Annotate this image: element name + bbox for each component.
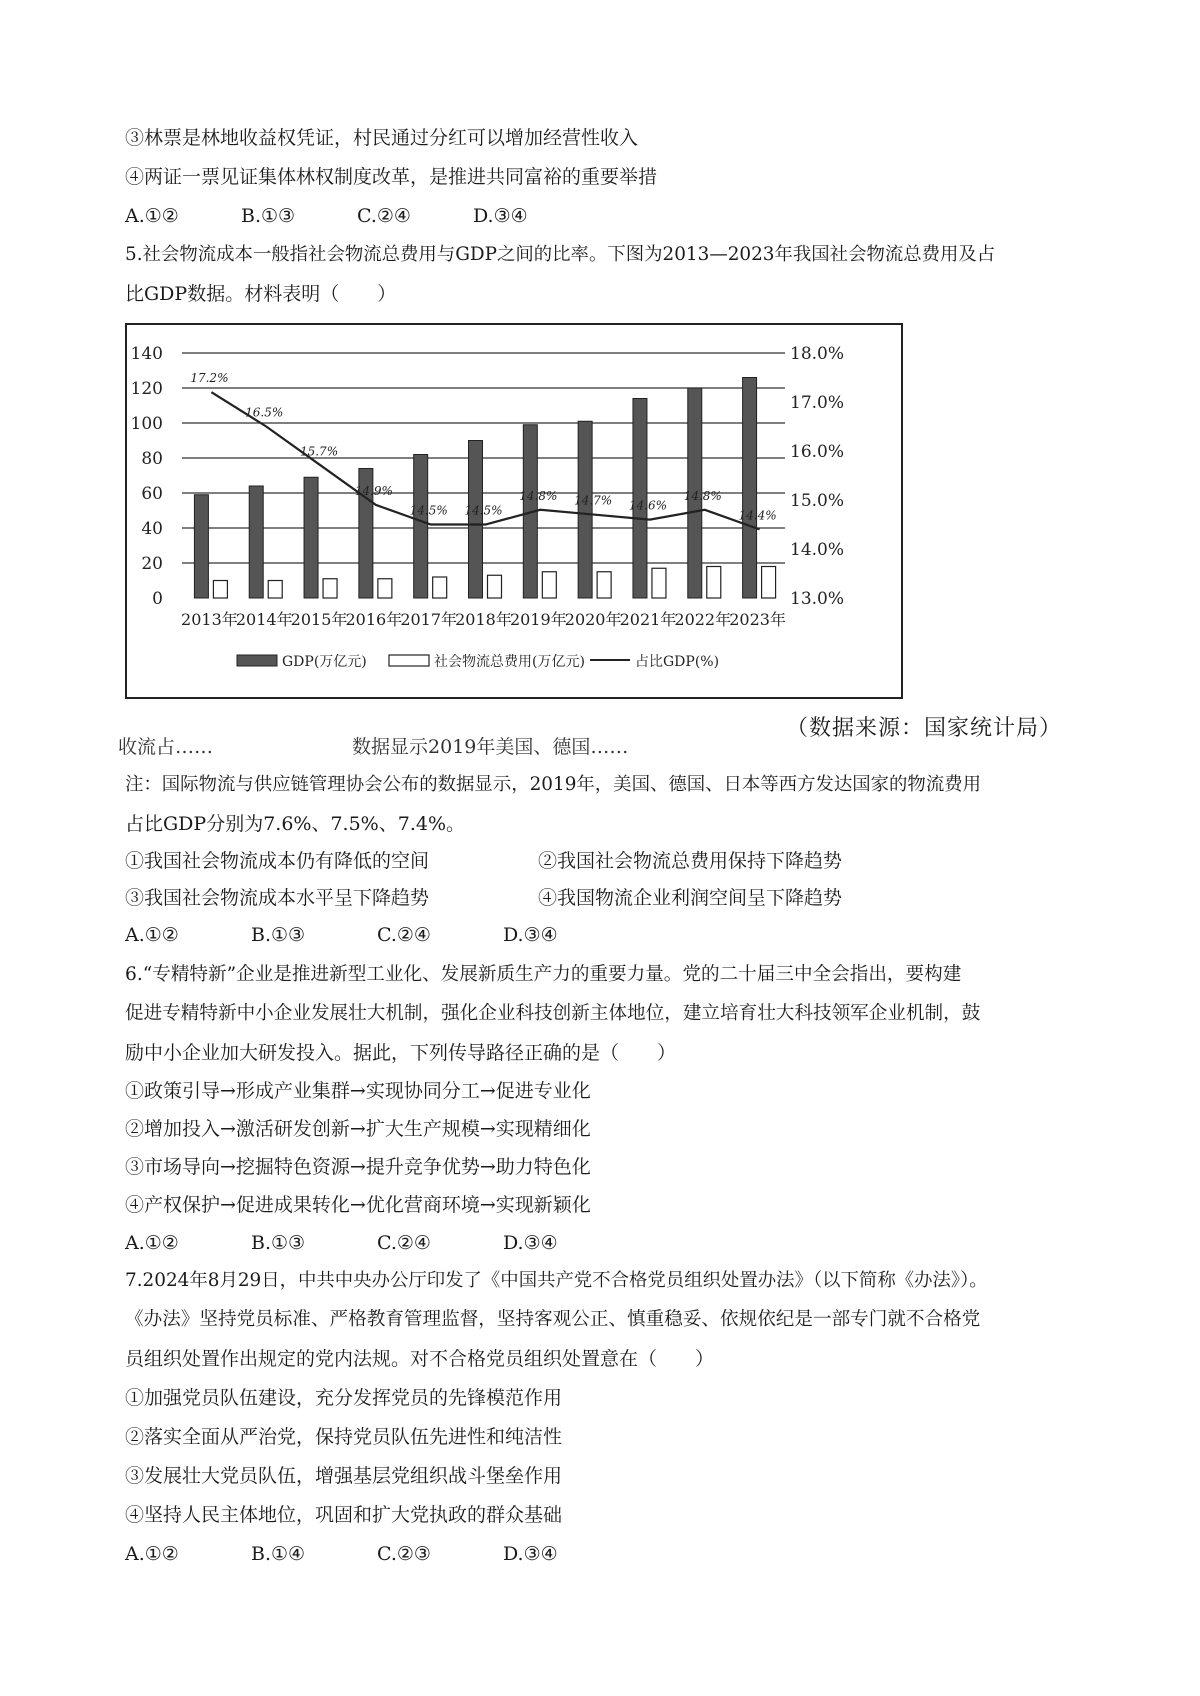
option-a: A.①② <box>125 1232 179 1254</box>
y-left-tick-label: 60 <box>141 484 163 504</box>
logistics-cost-bar <box>652 568 666 598</box>
q7-stem-line-3: 员组织处置作出规定的党内法规。对不合格党员组织处置意在（ ） <box>125 1348 715 1370</box>
y-right-tick-label: 15.0% <box>790 491 845 511</box>
option-c: C.②④ <box>377 1232 431 1254</box>
x-tick-label: 2017年 <box>400 610 458 629</box>
option-b: B.①③ <box>251 1232 306 1254</box>
x-tick-label: 2021年 <box>619 610 677 629</box>
option-c: C.②④ <box>357 205 411 227</box>
ratio-data-label: 14.7% <box>574 493 613 508</box>
option-d: D.③④ <box>503 924 558 946</box>
q5-stem-line-1: 5.社会物流成本一般指社会物流总费用与GDP之间的比率。下图为2013—2023年我国社会物流总费用及占 <box>125 244 996 265</box>
x-tick-label: 2022年 <box>674 610 732 629</box>
q5-note-line-1: 注：国际物流与供应链管理协会公布的数据显示，2019年，美国、德国、日本等西方发达国家的物流费用 <box>125 774 981 795</box>
x-tick-label: 2019年 <box>509 610 567 629</box>
legend-gdp-label: GDP(万亿元) <box>282 654 367 670</box>
q6-item-3: ③市场导向→挖掘特色资源→提升竞争优势→助力特色化 <box>125 1156 591 1178</box>
y-left-tick-label: 80 <box>141 449 163 469</box>
option-b: B.①③ <box>241 205 296 227</box>
x-tick-label: 2018年 <box>455 610 512 629</box>
y-left-tick-label: 20 <box>141 554 163 574</box>
legend-cost-swatch <box>389 655 429 666</box>
cut-off-text-content: 收流占…… 数据显示2019年美国、德国…… <box>118 736 629 758</box>
option-d: D.③④ <box>503 1543 558 1565</box>
gdp-bar <box>743 378 757 599</box>
option-c: C.②④ <box>377 924 431 946</box>
q6-item-4: ④产权保护→促进成果转化→优化营商环境→实现新颖化 <box>125 1194 591 1216</box>
logistics-cost-bar <box>268 581 282 599</box>
ratio-data-label: 15.7% <box>299 444 339 459</box>
x-tick-label: 2020年 <box>564 610 622 629</box>
gdp-bar <box>304 477 318 598</box>
legend-cost-label: 社会物流总费用(万亿元) <box>434 654 585 670</box>
q6-stem-line-1: 6.“专精特新”企业是推进新型工业化、发展新质生产力的重要力量。党的二十届三中全会指出，要构建 <box>125 964 962 985</box>
logistics-cost-bar <box>762 567 776 599</box>
y-right-tick-label: 16.0% <box>790 442 845 462</box>
option-a: A.①② <box>125 205 179 227</box>
gdp-bar <box>194 495 208 598</box>
logistics-cost-bar <box>433 577 447 598</box>
x-tick-label: 2016年 <box>345 610 403 629</box>
q6-item-2: ②增加投入→激活研发创新→扩大生产规模→实现精细化 <box>125 1118 591 1140</box>
logistics-cost-bar <box>488 575 502 598</box>
q7-item-3: ③发展壮大党员队伍，增强基层党组织战斗堡垒作用 <box>125 1465 563 1487</box>
logistics-cost-bar <box>707 567 721 599</box>
q4-item-3: ③林票是林地收益权凭证，村民通过分红可以增加经营性收入 <box>125 127 639 149</box>
ratio-data-label: 17.2% <box>190 371 229 386</box>
y-left-tick-label: 40 <box>141 519 163 539</box>
ratio-data-label: 14.5% <box>409 503 448 518</box>
q5-stem-line-2: 比GDP数据。材料表明（ ） <box>125 283 397 305</box>
ratio-data-label: 14.9% <box>354 483 393 498</box>
logistics-cost-bar <box>213 581 227 599</box>
q6-item-1: ①政策引导→形成产业集群→实现协同分工→促进专业化 <box>125 1080 591 1102</box>
gdp-bar <box>578 421 592 598</box>
q7-item-4: ④坚持人民主体地位，巩固和扩大党执政的群众基础 <box>125 1504 563 1526</box>
y-left-tick-label: 0 <box>152 589 163 609</box>
q6-stem-line-2: 促进专精特新中小企业发展壮大机制，强化企业科技创新主体地位，建立培育壮大科技领军企业机制，鼓 <box>125 1003 981 1024</box>
y-right-tick-label: 13.0% <box>790 589 845 609</box>
gdp-bar <box>249 486 263 598</box>
q5-note-line-2: 占比GDP分别为7.6%、7.5%、7.4%。 <box>125 813 466 835</box>
ratio-data-label: 14.6% <box>628 498 668 513</box>
logistics-cost-bar <box>323 579 337 598</box>
option-a: A.①② <box>125 1543 179 1565</box>
legend-gdp-swatch <box>237 655 277 666</box>
y-right-tick-label: 17.0% <box>790 393 845 413</box>
q6-stem-line-3: 励中小企业加大研发投入。据此，下列传导路径正确的是（ ） <box>125 1042 677 1064</box>
option-a: A.①② <box>125 924 179 946</box>
x-tick-label: 2013年 <box>181 610 238 629</box>
ratio-data-label: 16.5% <box>245 405 284 420</box>
option-d: D.③④ <box>473 205 528 227</box>
option-c: C.②③ <box>377 1543 431 1565</box>
q5-item-2: ②我国社会物流总费用保持下降趋势 <box>538 850 843 872</box>
q7-stem-line-2: 《办法》坚持党员标准、严格教育管理监督，坚持客观公正、慎重稳妥、依规依纪是一部专门就不合格党 <box>125 1309 981 1330</box>
q7-item-1: ①加强党员队伍建设，充分发挥党员的先锋模范作用 <box>125 1387 563 1409</box>
y-left-tick-label: 100 <box>130 414 163 434</box>
ratio-data-label: 14.4% <box>738 508 777 523</box>
q5-options <box>125 922 558 948</box>
y-left-tick-label: 120 <box>130 379 163 399</box>
gdp-bar <box>414 455 428 599</box>
q7-options <box>125 1541 558 1567</box>
data-source: （数据来源：国家统计局） <box>785 716 1062 741</box>
q7-stem-line-1: 7.2024年8月29日，中共中央办公厅印发了《中国共产党不合格党员组织处置办法》（以下简称《办法》）。 <box>125 1270 988 1291</box>
q5-item-4: ④我国物流企业利润空间呈下降趋势 <box>538 887 843 909</box>
ratio-data-label: 14.5% <box>464 503 503 518</box>
x-tick-label: 2015年 <box>290 610 348 629</box>
logistics-cost-bar <box>597 572 611 598</box>
chart-svg <box>127 325 901 697</box>
q6-options <box>125 1230 558 1256</box>
y-right-tick-label: 14.0% <box>790 540 845 560</box>
x-tick-label: 2023年 <box>729 610 786 629</box>
q5-item-3: ③我国社会物流成本水平呈下降趋势 <box>125 887 430 909</box>
logistics-chart <box>125 323 903 699</box>
option-b: B.①④ <box>251 1543 306 1565</box>
q5-item-1: ①我国社会物流成本仍有降低的空间 <box>125 850 430 872</box>
logistics-cost-bar <box>378 579 392 598</box>
gdp-bar <box>469 441 483 599</box>
logistics-cost-bar <box>542 572 556 598</box>
ratio-data-label: 14.8% <box>683 488 722 503</box>
q4-item-4: ④两证一票见证集体林权制度改革，是推进共同富裕的重要举措 <box>125 166 658 188</box>
cut-off-text <box>118 736 818 760</box>
y-left-tick-label: 140 <box>130 344 163 364</box>
legend-ratio-label: 占比GDP(%) <box>635 654 720 670</box>
x-tick-label: 2014年 <box>235 610 293 629</box>
option-b: B.①③ <box>251 924 306 946</box>
ratio-data-label: 14.8% <box>519 488 558 503</box>
q4-options <box>125 203 528 229</box>
y-right-tick-label: 18.0% <box>790 344 845 364</box>
q7-item-2: ②落实全面从严治党，保持党员队伍先进性和纯洁性 <box>125 1426 563 1448</box>
option-d: D.③④ <box>503 1232 558 1254</box>
